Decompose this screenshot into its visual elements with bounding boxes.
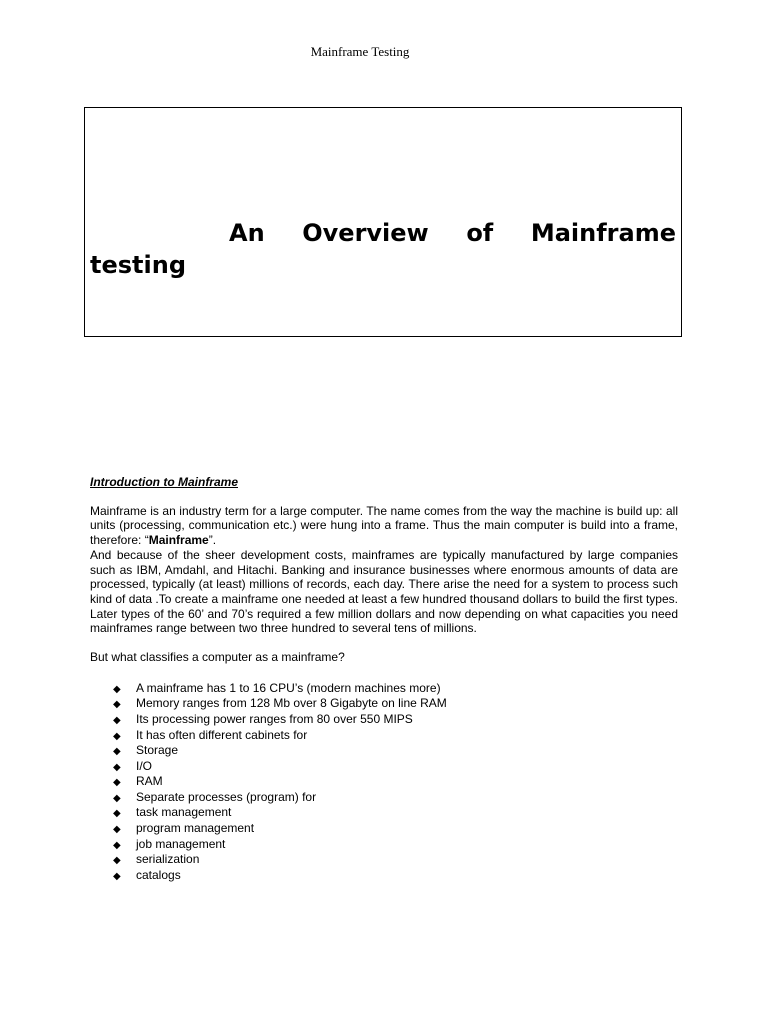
list-item: ◆ It has often different cabinets for (90, 728, 678, 744)
list-item: ◆ RAM (90, 774, 678, 790)
bullet-list (90, 681, 678, 884)
diamond-bullet-icon: ◆ (113, 714, 121, 726)
diamond-bullet-icon: ◆ (113, 683, 121, 695)
mainframe-term: Mainframe (148, 533, 209, 548)
list-item: ◆ Separate processes (program) for (90, 790, 678, 806)
diamond-bullet-icon: ◆ (113, 699, 121, 711)
list-item: ◆ serialization (90, 852, 678, 868)
document-title: An Overview of Mainframe testing (90, 219, 676, 279)
list-item: ◆ Its processing power ranges from 80 over 550 MIPS (90, 712, 678, 728)
list-item: ◆ job management (90, 837, 678, 853)
paragraph-history: And because of the sheer development costs, mainframes are typically manufactured by large companies such as IBM, Amdahl, and Hitachi. Banking and insurance businesses where enormous amounts of data are processed, typically (at least) millions of records, each day. There arise the need for a system to process such kind of data .To create a mainframe one needed at least a few hundred thousand dollars to build the first types. Later types of the 60’ and 70’s required a few million dollars and now depending on what capacities you need mainframes range between two three hundred to several tens of millions. (90, 547, 678, 636)
list-item: ◆ A mainframe has 1 to 16 CPU’s (modern machines more) (90, 681, 678, 697)
diamond-bullet-icon: ◆ (113, 792, 121, 804)
list-item: ◆ Storage (90, 743, 678, 759)
diamond-bullet-icon: ◆ (113, 808, 121, 820)
paragraph-question: But what classifies a computer as a mainframe? (90, 650, 345, 665)
diamond-bullet-icon: ◆ (113, 824, 121, 836)
diamond-bullet-icon: ◆ (113, 839, 121, 851)
diamond-bullet-icon: ◆ (113, 730, 121, 742)
diamond-bullet-icon: ◆ (113, 855, 121, 867)
list-item: ◆ catalogs (90, 868, 678, 884)
paragraph-text: ”. (208, 533, 217, 548)
section-heading: Introduction to Mainframe (90, 475, 238, 489)
list-item: ◆ I/O (90, 759, 678, 775)
diamond-bullet-icon: ◆ (113, 870, 121, 882)
diamond-bullet-icon: ◆ (113, 761, 121, 773)
page-header: Mainframe Testing (310, 44, 410, 59)
list-item: ◆ program management (90, 821, 678, 837)
list-item: ◆ Memory ranges from 128 Mb over 8 Gigabyte on line RAM (90, 696, 678, 712)
paragraph-text: Mainframe is an industry term for a large computer. The name comes from the way the machine is build up: all units (processing, communication etc.) were hung into a frame. Thus the main computer is build into a frame, therefore: “ (90, 503, 678, 548)
diamond-bullet-icon: ◆ (113, 746, 121, 758)
diamond-bullet-icon: ◆ (113, 777, 121, 789)
list-item: ◆ task management (90, 805, 678, 821)
document-body (90, 475, 678, 883)
paragraph-definition (90, 504, 678, 548)
